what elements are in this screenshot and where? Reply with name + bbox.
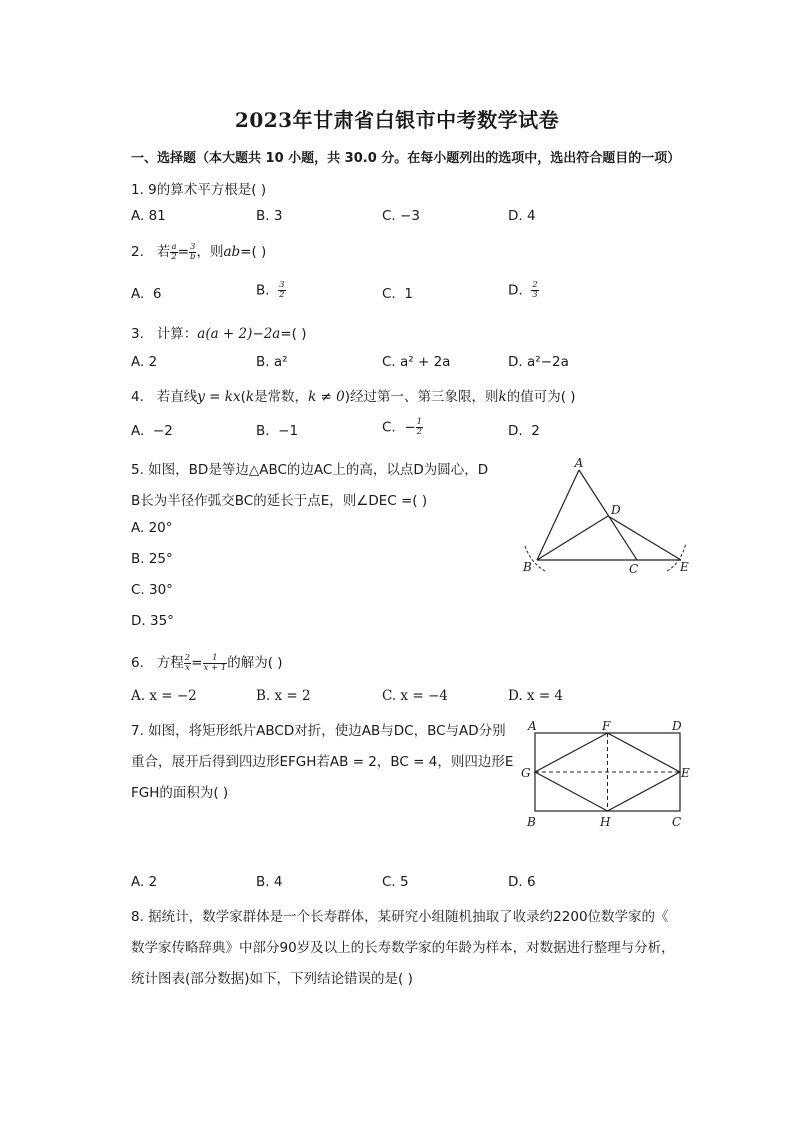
q7-option-a: A. 2 bbox=[131, 874, 158, 890]
q7-option-d: D. 6 bbox=[508, 874, 536, 890]
q2-option-a: A. 6 bbox=[131, 286, 162, 302]
q7-rectangle-figure bbox=[518, 716, 700, 834]
fraction-3-over-b: $\frac{3}{b}$ bbox=[190, 241, 196, 262]
fraction-2-over-x: $\frac{2}{x}$ bbox=[184, 652, 191, 673]
label-a: A bbox=[574, 456, 584, 470]
question-7-line-2: 重合，展开后得到四边形EFGH若AB = 2，BC = 4，则四边形E bbox=[131, 754, 514, 770]
label-g: G bbox=[521, 766, 531, 780]
q3-option-a: A. 2 bbox=[131, 354, 158, 370]
q5-triangle-figure bbox=[515, 455, 695, 580]
question-8-line-3: 统计图表(部分数据)如下，下列结论错误的是( ) bbox=[131, 971, 413, 987]
question-4-stem: 4. 若直线y = kx(k是常数，k ≠ 0)经过第一、第三象限，则k的值可为( ) bbox=[131, 389, 576, 405]
question-6-stem: 6. 方程 $\frac{2}{x}$ = $\frac{1}{x + 1}$ 的解为( ) bbox=[131, 652, 283, 673]
q5-option-c: C. 30° bbox=[131, 582, 173, 598]
label-b: B bbox=[523, 560, 532, 574]
question-5-line-1: 5. 如图，BD是等边△ABC的边AC上的高，以点D为圆心，D bbox=[131, 462, 489, 478]
question-8-line-2: 数学家传略辞典》中部分90岁及以上的长寿数学家的年龄为样本，对数据进行整理与分析， bbox=[131, 940, 675, 956]
label-d: D bbox=[672, 719, 682, 733]
q4-option-d: D. 2 bbox=[508, 423, 540, 439]
question-7-line-3: FGH的面积为( ) bbox=[131, 785, 229, 801]
q1-option-c: C. −3 bbox=[382, 208, 420, 224]
q7-option-b: B. 4 bbox=[256, 874, 283, 890]
q6-option-a: A. x = −2 bbox=[131, 688, 197, 704]
q7-option-c: C. 5 bbox=[382, 874, 409, 890]
label-c: C bbox=[672, 815, 682, 829]
question-5-line-2: B长为半径作弧交BC的延长于点E，则∠DEC =( ) bbox=[131, 493, 428, 509]
q3-option-b: B. a² bbox=[256, 354, 288, 370]
q2-option-b: B. $\frac{3}{2}$ bbox=[256, 280, 285, 300]
q4-option-a: A. −2 bbox=[131, 423, 173, 439]
section-heading: 一、选择题（本大题共 10 小题，共 30.0 分。在每小题列出的选项中，选出符合题目的一项） bbox=[131, 151, 681, 166]
q5-option-b: B. 25° bbox=[131, 551, 173, 567]
question-2-stem: 2. 若 $\frac{a}{2}$ = $\frac{3}{b}$ ，则ab=( ) bbox=[131, 241, 267, 262]
q1-option-b: B. 3 bbox=[256, 208, 283, 224]
question-7-line-1: 7. 如图，将矩形纸片ABCD对折，使边AB与DC，BC与AD分别 bbox=[131, 723, 506, 739]
q1-option-a: A. 81 bbox=[131, 208, 166, 224]
fraction-a-over-2: $\frac{a}{2}$ bbox=[171, 241, 177, 262]
q2-option-d: D. $\frac{2}{3}$ bbox=[508, 280, 538, 300]
question-1-stem: 1. 9的算术平方根是( ) bbox=[131, 182, 267, 198]
label-b: B bbox=[527, 815, 536, 829]
q3-option-c: C. a² + 2a bbox=[382, 354, 451, 370]
label-d: D bbox=[611, 503, 621, 517]
question-8-line-1: 8. 据统计，数学家群体是一个长寿群体，某研究小组随机抽取了收录约2200位数学家的《 bbox=[131, 909, 669, 925]
question-3-stem: 3. 计算：a(a + 2)−2a=( ) bbox=[131, 326, 307, 342]
segment-ac bbox=[579, 470, 637, 560]
q6-option-d: D. x = 4 bbox=[508, 688, 564, 704]
q6-option-c: C. x = −4 bbox=[382, 688, 448, 704]
q3-option-d: D. a²−2a bbox=[508, 354, 569, 370]
label-e: E bbox=[680, 560, 689, 574]
label-h: H bbox=[600, 815, 611, 829]
label-e: E bbox=[681, 766, 690, 780]
segment-de bbox=[608, 516, 681, 560]
label-f: F bbox=[602, 719, 611, 733]
fraction-1-over-x-plus-1: $\frac{1}{x + 1}$ bbox=[203, 652, 227, 673]
page-title: 2023年甘肃省白银市中考数学试卷 bbox=[234, 108, 560, 132]
q1-option-d: D. 4 bbox=[508, 208, 536, 224]
q5-option-d: D. 35° bbox=[131, 613, 174, 629]
q2-option-c: C. 1 bbox=[382, 286, 413, 302]
q5-option-a: A. 20° bbox=[131, 520, 173, 536]
label-c: C bbox=[629, 562, 639, 576]
label-a: A bbox=[528, 719, 537, 733]
q4-option-b: B. −1 bbox=[256, 423, 299, 439]
q4-option-c: C. − $\frac{1}{2}$ bbox=[382, 417, 423, 437]
q6-option-b: B. x = 2 bbox=[256, 688, 311, 704]
